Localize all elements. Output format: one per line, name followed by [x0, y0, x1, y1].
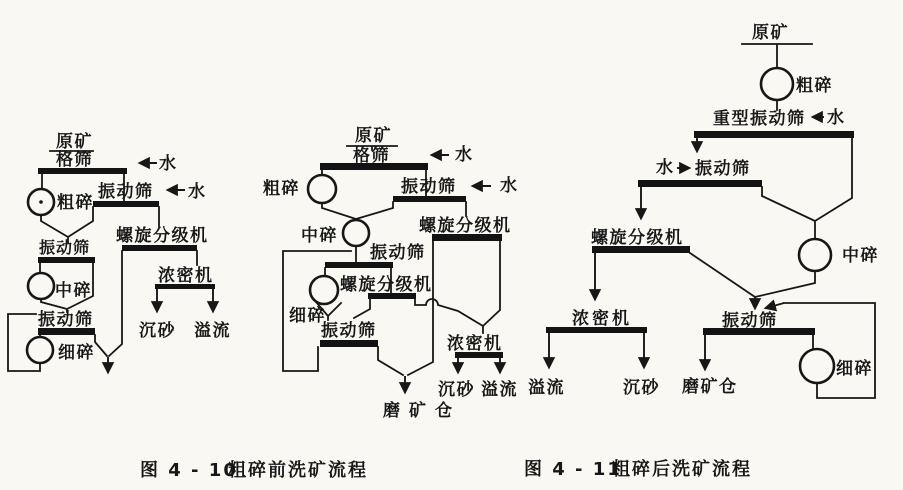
diagram-pre-crush-wash-a: [8, 131, 231, 372]
overflow-label: 溢流: [481, 380, 518, 400]
diagram-post-crush-wash: [528, 22, 879, 398]
vibrating-screen-2-label: 振动筛: [370, 243, 426, 263]
vibrating-screen-3-bar: [320, 340, 378, 347]
vibrating-screen-1-label: 振动筛: [695, 159, 751, 179]
fig11-caption-number: 图 4 - 11: [524, 459, 622, 480]
heavy-vibrating-screen-bar: [694, 131, 854, 138]
heavy-vibrating-screen-label: 重型振动筛: [713, 109, 806, 129]
coarse-crusher-label: 粗碎: [796, 76, 833, 96]
coarse-crusher-label: 粗碎: [57, 193, 94, 213]
sand-label: 沉砂: [623, 378, 660, 398]
sand-label: 沉砂: [438, 380, 475, 400]
ore-bin-label: 磨矿仓: [383, 401, 461, 421]
medium-crusher-label: 中碎: [842, 246, 879, 266]
water-label: 水: [827, 108, 846, 128]
fig10-caption-number: 图 4 - 10: [140, 460, 238, 481]
coarse-crusher-circle: [308, 175, 336, 203]
thickener-label: 浓密机: [447, 334, 503, 354]
raw-ore-label: 原矿: [752, 23, 789, 43]
thickener-label: 浓密机: [158, 266, 214, 286]
water-label: 水: [159, 154, 178, 174]
vibrating-screen-1-label: 振动筛: [401, 177, 457, 197]
water-label: 水: [188, 182, 207, 202]
raw-ore-label: 原矿: [355, 126, 392, 146]
water-label: 水: [500, 176, 519, 196]
grizzly-label: 格筛: [56, 150, 93, 170]
vibrating-screen-1-label: 振动筛: [98, 182, 154, 202]
raw-ore-label: 原矿: [56, 132, 93, 152]
vibrating-screen-3-label: 振动筛: [38, 310, 94, 330]
vibrating-screen-2-label: 振动筛: [39, 238, 91, 257]
medium-crusher-circle: [28, 273, 54, 299]
spiral-classifier-2-label: 螺旋分级机: [340, 275, 433, 295]
medium-crusher-label: 中碎: [55, 281, 92, 301]
water-label: 水: [455, 145, 474, 165]
fine-crusher-circle: [310, 276, 338, 304]
fine-crusher-label: 细碎: [58, 343, 95, 363]
overflow-label: 溢流: [528, 378, 565, 398]
coarse-crusher-circle: [761, 68, 793, 100]
fine-crusher-label: 细碎: [289, 306, 326, 326]
vibrating-screen-3-label: 振动筛: [321, 321, 377, 341]
medium-crusher-circle: [799, 239, 831, 271]
thickener-label: 浓密机: [572, 309, 632, 329]
medium-crusher-circle: [343, 220, 369, 246]
vibrating-screen-1-bar: [638, 180, 762, 187]
spiral-classifier-label: 螺旋分级机: [591, 228, 684, 248]
figure-captions: [140, 458, 752, 481]
spiral-classifier-1-label: 螺旋分级机: [419, 216, 512, 236]
grizzly-label: 格筛: [353, 146, 390, 166]
crusher-center-dot: [39, 200, 43, 204]
vibrating-screen-2-label: 振动筛: [722, 311, 778, 331]
recycle-return-arrow: [766, 303, 784, 308]
fine-crusher-label: 细碎: [836, 359, 873, 379]
fig10-caption-title: 粗碎前洗矿流程: [228, 460, 368, 481]
fine-crusher-circle: [800, 349, 834, 383]
diagram-pre-crush-wash-b: [263, 125, 519, 421]
ore-bin-label: 磨矿仓: [682, 377, 738, 397]
water-label: 水: [656, 158, 675, 178]
sand-label: 沉砂: [139, 321, 176, 341]
spiral-classifier-label: 螺旋分级机: [116, 226, 209, 246]
vibrating-screen-2-bar: [38, 257, 95, 263]
fig11-caption-title: 粗碎后洗矿流程: [612, 459, 752, 480]
coarse-crusher-label: 粗碎: [263, 179, 300, 199]
fine-crusher-circle: [27, 337, 53, 363]
medium-crusher-label: 中碎: [301, 226, 338, 246]
overflow-label: 溢流: [194, 321, 231, 341]
